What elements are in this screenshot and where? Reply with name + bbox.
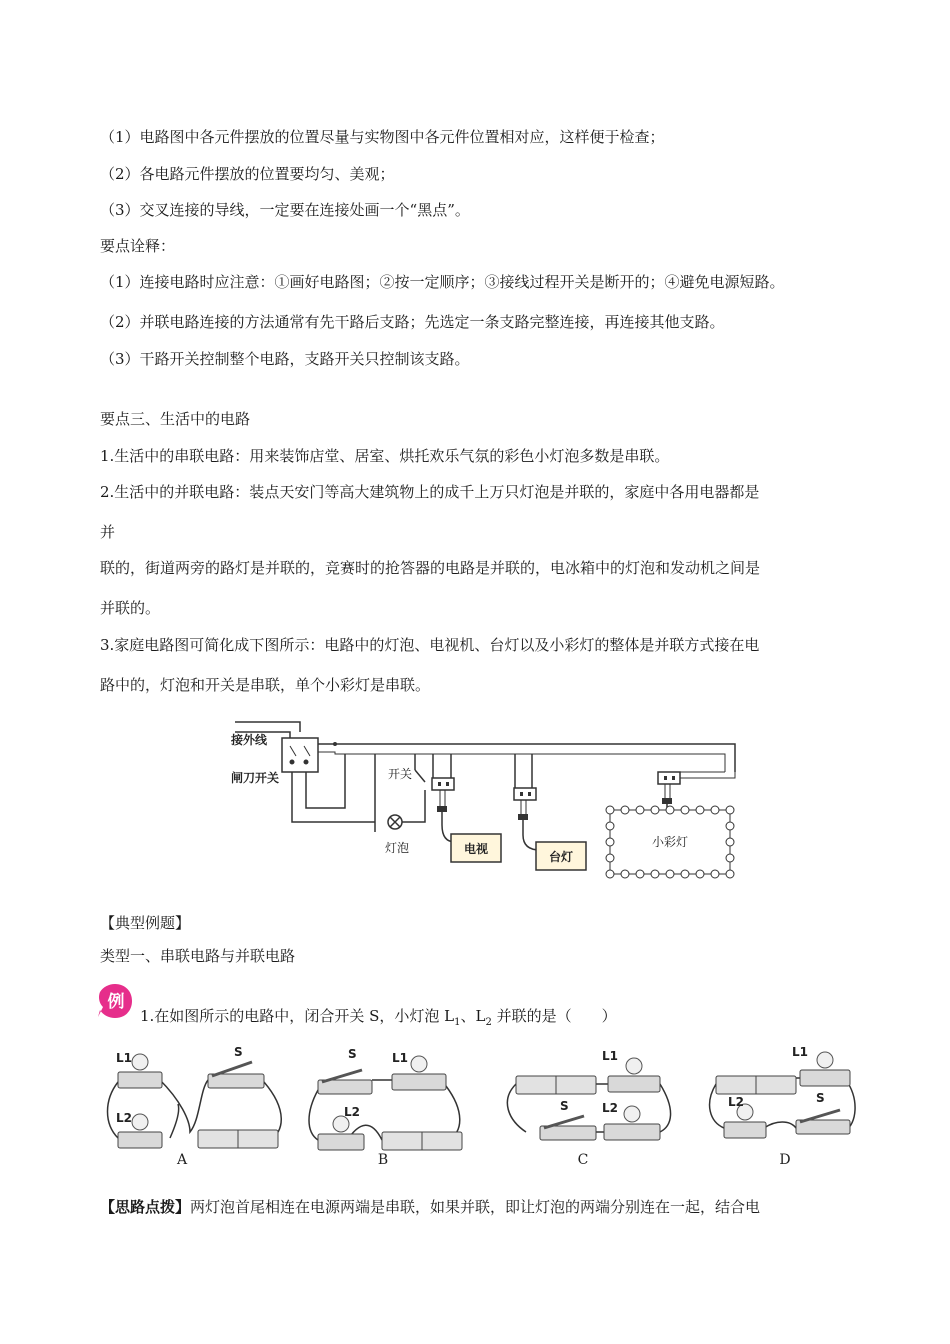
option-a-circuit: [108, 1045, 282, 1168]
question-1-sub1: 1: [454, 1017, 461, 1028]
section3-p1: 1.生活中的串联电路：用来装饰店堂、居室、烘托欢乐气氛的彩色小灯泡多数是串联。: [100, 447, 670, 465]
option-d-label: D: [779, 1152, 791, 1168]
small-light-bulb: [726, 838, 734, 846]
option-b-label: B: [377, 1152, 389, 1168]
small-light-bulb: [726, 822, 734, 830]
key-point-1: （1）连接电路时应注意：①画好电路图；②按一定顺序；③接线过程开关是断开的；④避免电源短路。: [100, 273, 785, 291]
option-d-l1-tag: L1: [792, 1045, 808, 1059]
small-light-bulb: [606, 870, 614, 878]
section3-title: 要点三、生活中的电路: [100, 410, 251, 428]
small-light-bulb: [651, 870, 659, 878]
option-c-circuit: [507, 1049, 670, 1168]
option-c-l1-tag: L1: [602, 1049, 618, 1063]
small-light-bulb: [606, 822, 614, 830]
option-a-s-tag: S: [234, 1045, 243, 1059]
small-light-bulb: [681, 870, 689, 878]
option-d-l2-tag: L2: [728, 1095, 744, 1109]
small-light-bulb: [726, 854, 734, 862]
small-light-bulb: [666, 870, 674, 878]
option-a-l2-tag: L2: [116, 1111, 132, 1125]
small-light-bulb: [606, 806, 614, 814]
note-2: （2）各电路元件摆放的位置要均匀、美观；: [100, 165, 395, 183]
section3-p3-line1: 3.家庭电路图可简化成下图所示：电路中的灯泡、电视机、台灯以及小彩灯的整体是并联方式接在电: [100, 636, 760, 654]
option-c-s-tag: S: [560, 1099, 569, 1113]
note-3: （3）交叉连接的导线，一定要在连接处画一个“黑点”。: [100, 201, 470, 219]
option-c-l2-tag: L2: [602, 1101, 618, 1115]
small-light-bulb: [651, 806, 659, 814]
section3-p2-line1: 2.生活中的并联电路：装点天安门等高大建筑物上的成千上万只灯泡是并联的，家庭中各用电器都是: [100, 483, 760, 501]
small-light-bulb: [636, 870, 644, 878]
section3-p2-line2: 并: [100, 523, 116, 541]
example-badge-text: 例: [107, 992, 125, 1012]
section3-p2-line3: 联的，街道两旁的路灯是并联的，竞赛时的抢答器的电路是并联的，电冰箱中的灯泡和发动机之间是: [100, 559, 761, 577]
option-c-label: C: [577, 1152, 589, 1168]
small-lights-label: 小彩灯: [651, 835, 689, 849]
question-1-prefix: 1.在如图所示的电路中，闭合开关 S，小灯泡 L: [140, 1007, 455, 1025]
home-circuit-diagram: [0, 710, 950, 890]
wire-in-label: 接外线: [231, 733, 268, 747]
small-light-bulb: [726, 870, 734, 878]
desk-lamp-label: 台灯: [548, 850, 574, 864]
small-light-bulb: [696, 806, 704, 814]
option-b-circuit: [309, 1047, 462, 1168]
question-1-mid: 、L: [460, 1007, 486, 1025]
option-d-s-tag: S: [816, 1091, 825, 1105]
section3-p2-line4: 并联的。: [100, 599, 161, 617]
switch-label: 开关: [388, 767, 413, 781]
examples-heading: 【典型例题】: [100, 914, 191, 932]
small-light-bulb: [606, 854, 614, 862]
option-circuits: [0, 1040, 950, 1170]
small-light-bulb: [666, 806, 674, 814]
small-light-bulb: [726, 806, 734, 814]
question-1: [140, 1006, 617, 1033]
note-1: （1）电路图中各元件摆放的位置尽量与实物图中各元件位置相对应，这样便于检查；: [100, 128, 665, 146]
hint: [100, 1197, 760, 1217]
option-b-l1-tag: L1: [392, 1051, 408, 1065]
option-b-l2-tag: L2: [344, 1105, 360, 1119]
tv-label: 电视: [463, 842, 489, 856]
hint-text: 两灯泡首尾相连在电源两端是串联，如果并联，即让灯泡的两端分别连在一起，结合电: [190, 1198, 761, 1216]
example-badge: [97, 983, 133, 1019]
small-light-bulb: [696, 870, 704, 878]
bulb-label: 灯泡: [385, 841, 410, 855]
type1-title: 类型一、串联电路与并联电路: [100, 947, 296, 965]
small-light-bulb: [711, 806, 719, 814]
knife-switch-label: 闸刀开关: [231, 771, 280, 785]
question-1-sub2: 2: [485, 1017, 492, 1028]
small-light-bulb: [636, 806, 644, 814]
section3-p3-line2: 路中的，灯泡和开关是串联，单个小彩灯是串联。: [100, 676, 431, 694]
key-points-title: 要点诠释：: [100, 237, 176, 255]
small-light-bulb: [681, 806, 689, 814]
question-1-suffix: 并联的是（ ）: [491, 1007, 617, 1025]
option-a-l1-tag: L1: [116, 1051, 132, 1065]
small-light-bulb: [621, 870, 629, 878]
key-point-2: （2）并联电路连接的方法通常有先干路后支路；先选定一条支路完整连接，再连接其他支路。: [100, 313, 725, 331]
key-point-3: （3）干路开关控制整个电路，支路开关只控制该支路。: [100, 350, 470, 368]
option-b-s-tag: S: [348, 1047, 357, 1061]
small-light-bulb: [711, 870, 719, 878]
small-light-bulb: [621, 806, 629, 814]
option-d-circuit: [710, 1045, 855, 1168]
hint-label: 【思路点拨】: [100, 1198, 191, 1216]
option-a-label: A: [176, 1152, 188, 1168]
small-light-bulb: [606, 838, 614, 846]
